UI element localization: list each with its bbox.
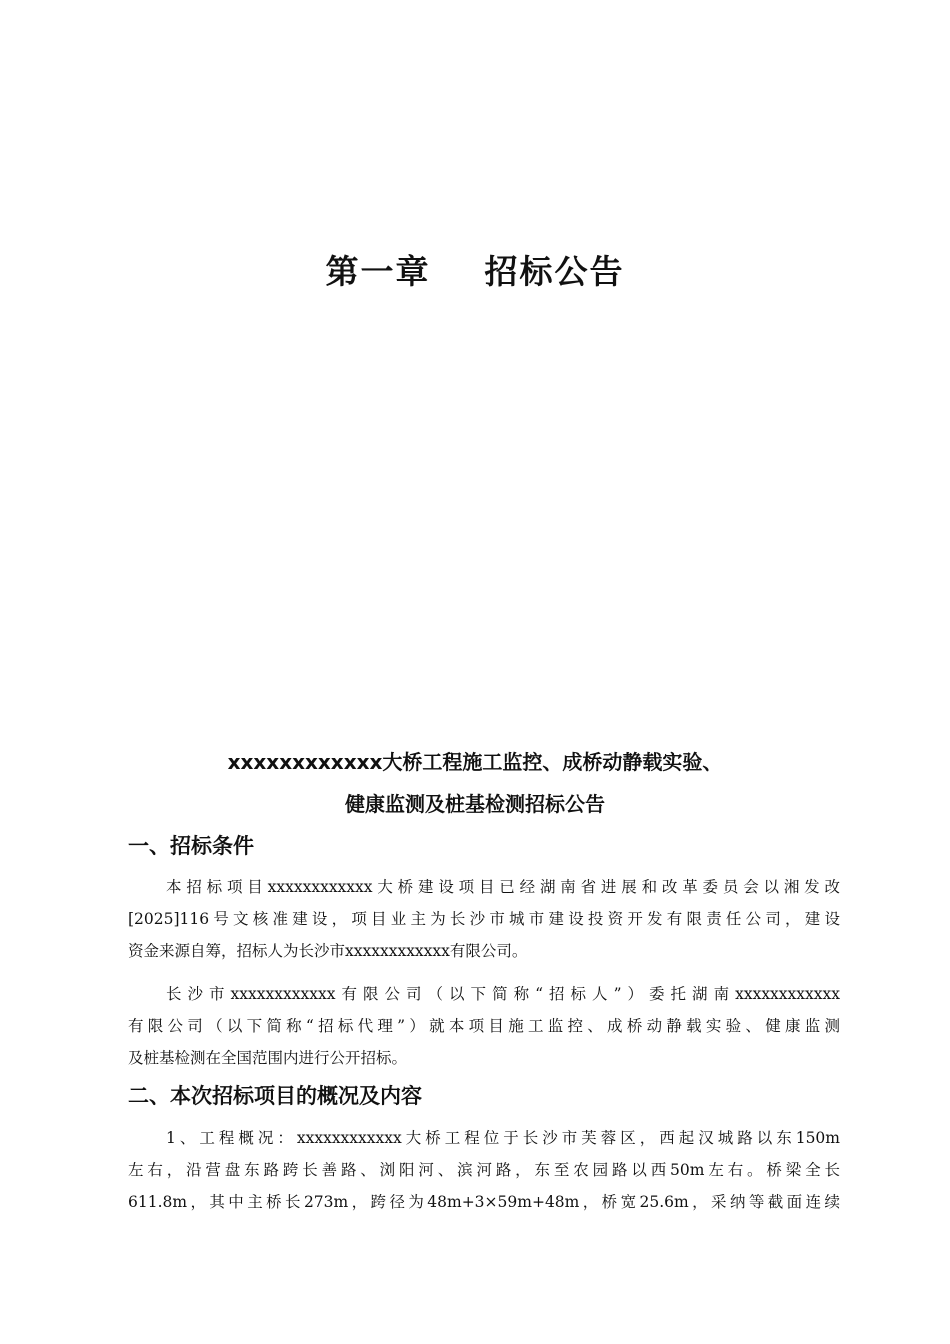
section-heading-bidding-conditions: 一、招标条件 xyxy=(128,834,254,858)
paragraph-line: 有限公司（以下简称“招标代理”）就本项目施工监控、成桥动静载实验、健康监测 xyxy=(128,1017,840,1035)
paragraph-line: 及桩基检测在全国范围内进行公开招标。 xyxy=(128,1049,408,1067)
paragraph-line: 611.8m，其中主桥长273m，跨径为48m+3×59m+48m，桥宽25.6m，采纳等截面连续 xyxy=(128,1193,840,1211)
notice-title-line-2: 健康监测及桩基检测招标公告 xyxy=(345,792,605,816)
chapter-title: 第一章 招标公告 xyxy=(325,252,625,291)
paragraph-entrustment xyxy=(128,978,840,1074)
paragraph-project-approval xyxy=(128,871,840,967)
paragraph-line: 左右，沿营盘东路跨长善路、浏阳河、滨河路，东至农园路以西50m左右。桥梁全长 xyxy=(128,1161,840,1179)
paragraph-line: [2025]116号文核准建设，项目业主为长沙市城市建设投资开发有限责任公司，建设 xyxy=(128,910,840,928)
notice-title-line-1: xxxxxxxxxxxx大桥工程施工监控、成桥动静载实验、 xyxy=(227,750,723,774)
paragraph-line: 长沙市xxxxxxxxxxxx有限公司（以下简称“招标人”）委托湖南xxxxxxxxxxxx xyxy=(166,985,840,1003)
paragraph-project-overview xyxy=(128,1122,840,1218)
paragraph-line: 资金来源自筹，招标人为长沙市xxxxxxxxxxxx有限公司。 xyxy=(128,942,528,960)
paragraph-line: 本招标项目xxxxxxxxxxxx大桥建设项目已经湖南省进展和改革委员会以湘发改 xyxy=(166,878,840,896)
section-heading-project-overview: 二、本次招标项目的概况及内容 xyxy=(128,1084,422,1108)
paragraph-line: 1、工程概况：xxxxxxxxxxxx大桥工程位于长沙市芙蓉区，西起汉城路以东150m xyxy=(166,1129,840,1147)
